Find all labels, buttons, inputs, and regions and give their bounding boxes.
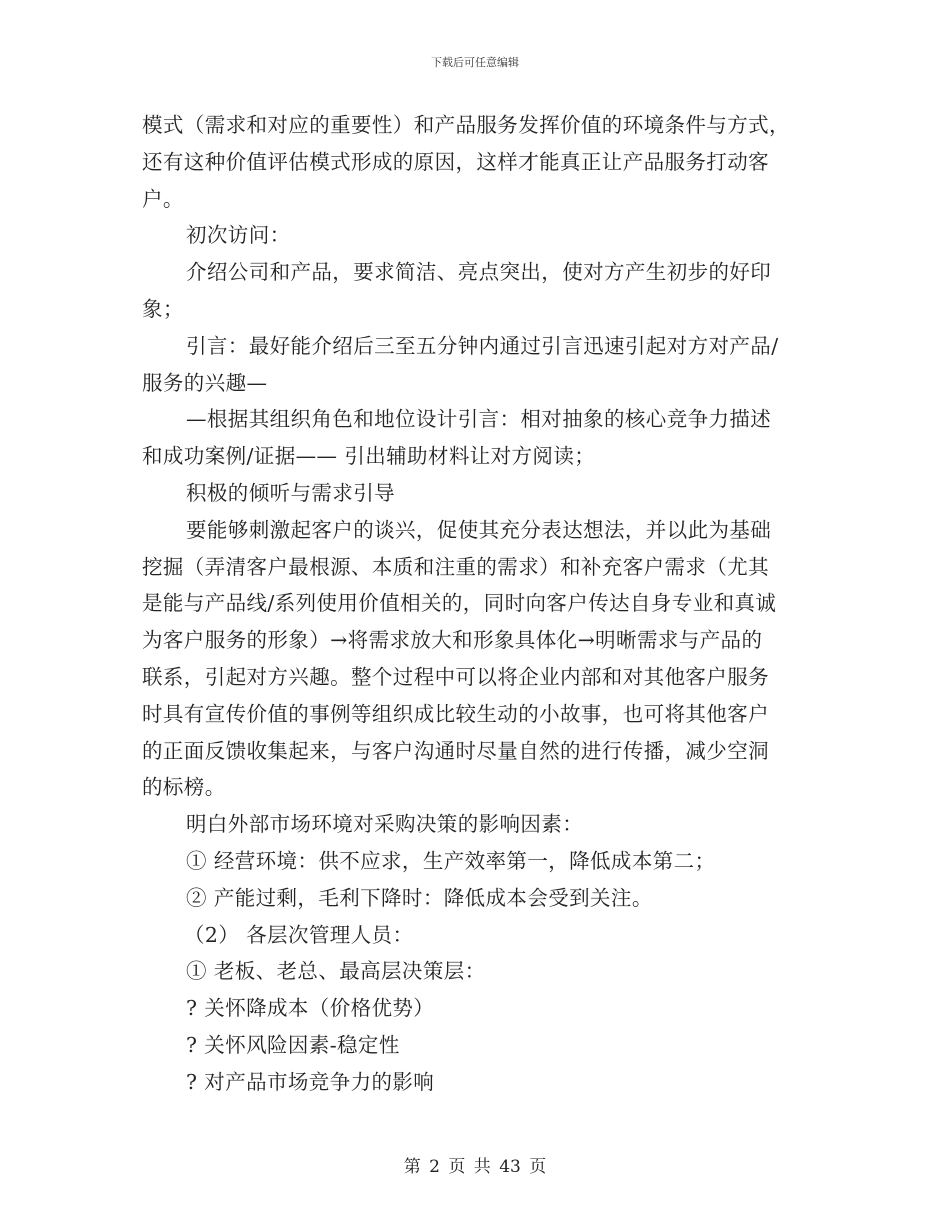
text-line: 联系，引起对方兴趣。整个过程中可以将企业内部和对其他客户服务 [142, 664, 769, 689]
text-line: 的正面反馈收集起来，与客户沟通时尽量自然的进行传播，减少空洞 [142, 738, 769, 763]
text-line: 时具有宣传价值的事例等组织成比较生动的小故事，也可将其他客户 [142, 701, 769, 726]
text-line: 服务的兴趣— [142, 370, 268, 395]
text-line: 模式（需求和对应的重要性）和产品服务发挥价值的环境条件与方式， [142, 113, 790, 137]
text-line: 户。 [142, 186, 184, 211]
section-heading: （2） 各层次管理人员： [184, 922, 414, 947]
text-line: 的标榜。 [142, 775, 226, 800]
page-footer: 第 2 页 共 43 页 [403, 1157, 547, 1177]
text-line: —根据其组织角色和地位设计引言：相对抽象的核心竞争力描述 [186, 407, 772, 432]
text-line: 和成功案例/证据—— 引出辅助材料让对方阅读； [142, 444, 596, 469]
list-item: ? 对产品市场竞争力的影响 [186, 1069, 435, 1094]
text-line: 挖掘（弄清客户最根源、本质和注重的需求）和补充客户需求（尤其 [142, 554, 769, 579]
document-body [142, 107, 807, 1101]
list-item: ② 产能过剩，毛利下降时：降低成本会受到关注。 [186, 885, 653, 910]
text-line: 是能与产品线/系列使用价值相关的，同时向客户传达自身专业和真诚 [142, 591, 777, 616]
list-item: ① 经营环境：供不应求，生产效率第一，降低成本第二； [186, 848, 716, 873]
list-item: ? 关怀降成本（价格优势） [186, 996, 435, 1021]
text-line: 还有这种价值评估模式形成的原因，这样才能真正让产品服务打动客 [142, 149, 769, 174]
list-item: ① 老板、老总、最高层决策层： [186, 959, 486, 984]
text-line: 为客户服务的形象）→将需求放大和形象具体化→明晰需求与产品的 [142, 628, 763, 653]
text-line: 积极的倾听与需求引导 [186, 480, 395, 505]
text-line: 象； [142, 296, 184, 321]
list-item: ? 关怀风险因素-稳定性 [186, 1032, 400, 1057]
page-header: 下载后可任意编辑 [431, 56, 519, 69]
text-line: 初次访问： [186, 223, 291, 248]
text-line: 要能够刺激起客户的谈兴，促使其充分表达想法，并以此为基础 [186, 517, 772, 542]
text-line: 介绍公司和产品，要求简洁、亮点突出，使对方产生初步的好印 [186, 260, 772, 285]
text-line: 引言：最好能介绍后三至五分钟内通过引言迅速引起对方对产品/ [186, 333, 779, 358]
text-line: 明白外部市场环境对采购决策的影响因素： [186, 812, 584, 837]
